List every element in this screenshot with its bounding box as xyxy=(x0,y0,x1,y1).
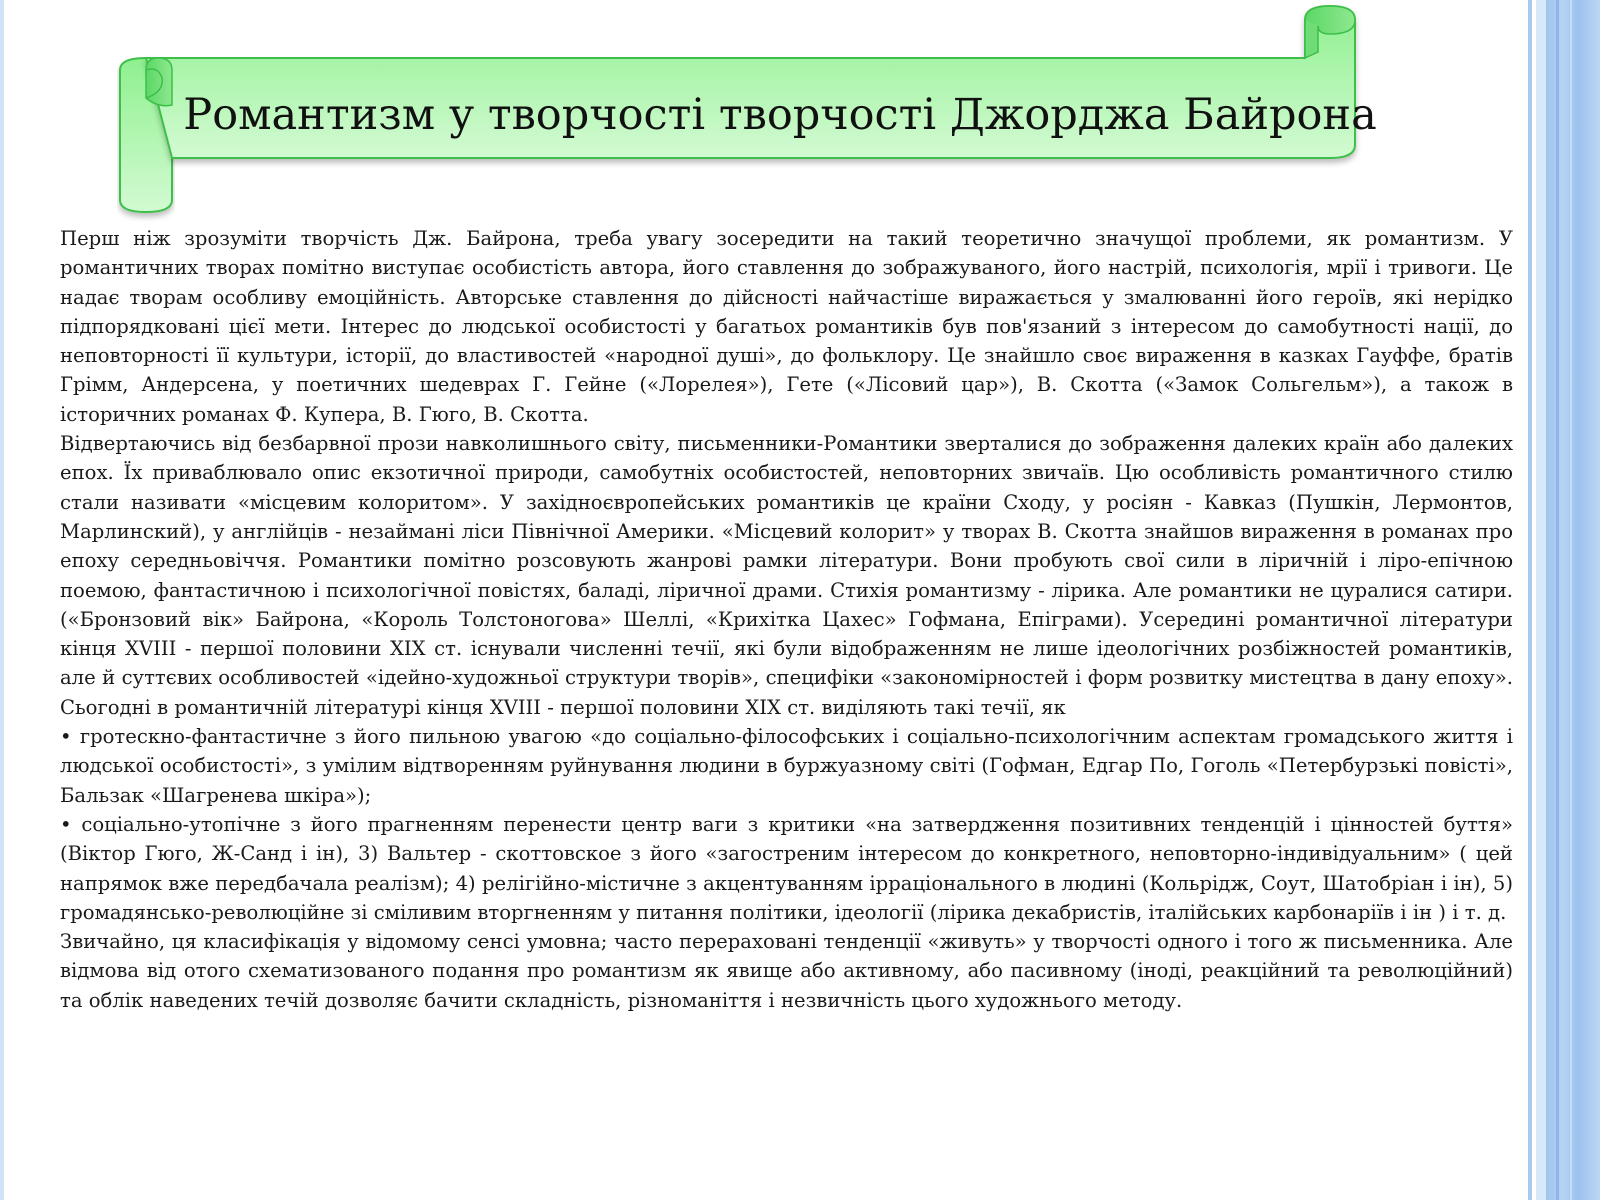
side-stripe xyxy=(1528,0,1532,1200)
page-title: Романтизм у творчості творчості Джорджа Байрона xyxy=(183,90,1377,140)
side-stripe xyxy=(1556,0,1559,1200)
body-text xyxy=(60,224,1513,1015)
list-item: • соціально-утопічне з його прагненням перенести центр ваги з критики «на затвердження позитивних тенденцій і цінностей буття» (Віктор Гюго, Ж-Санд і ін), 3) Вальтер - скоттовское з його «загостреним інтересом до конкретного, неповторно-індивідуальним» ( цей напрямок вже передбачала реалізм); 4) релігійно-містичне з акцентуванням ірраціонального в людині (Кольрідж, Соут, Шатобріан і ін), 5) громадянсько-революційне зі сміливим вторгненням у питання політики, ідеології (лірика декабристів, італійських карбонаріїв і ін ) і т. д. xyxy=(60,812,1513,924)
side-stripe xyxy=(1570,0,1572,1200)
paragraph: Перш ніж зрозуміти творчість Дж. Байрона, треба увагу зосередити на такий теоретично значущої проблеми, як романтизм. У романтичних творах помітно виступає особистість автора, його ставлення до зображуваного, його настрій, психологія, мрії і тривоги. Це надає творам особливу емоційність. Авторське ставлення до дійсності найчастіше виражається у змалюванні його героїв, які нерідко підпорядковані цієї мети. Інтерес до людської особистості у багатьох романтиків був пов'язаний з інтересом до самобутності нації, до неповторності її культури, історії, до властивостей «народної душі», до фольклору. Це знайшло своє вираження в казках Гауффе, братів Грімм, Андерсена, у поетичних шедеврах Г. Гейне («Лорелея»), Гете («Лісовий цар»), В. Скотта («Замок Сольгельм»), а також в історичних романах Ф. Купера, В. Гюго, В. Скотта. xyxy=(60,227,1513,426)
side-stripe xyxy=(1536,0,1546,1200)
paragraph: Звичайно, ця класифікація у відомому сенсі умовна; часто перераховані тенденції «живуть» у творчості одного і того ж письменника. Але відмова від отого схематизованого подання про романтизм як явище або активному, або пасивному (іноді, реакційний та революційний) та облік наведених течій дозволяє бачити складність, різноманіття і незвичність цього художнього методу. xyxy=(60,930,1513,1012)
side-stripe xyxy=(1546,0,1600,1200)
paragraph: Відвертаючись від безбарвної прози навколишнього світу, письменники-Романтики зверталися до зображення далеких країн або далеких епох. Їх приваблювало опис екзотичної природи, самобутніх особистостей, неповторних звичаїв. Цю особливість романтичного стилю стали називати «місцевим колоритом». У західноєвропейських романтиків це країни Сходу, у росіян - Кавказ (Пушкін, Лермонтов, Марлинский), у англійців - незаймані ліси Північної Америки. «Місцевий колорит» у творах В. Скотта знайшов вираження в романах про епоху середньовіччя. Романтики помітно розсовують жанрові рамки літератури. Вони пробують свої сили в ліричній і ліро-епічною поемою, фантастичною і психологічної повістях, баладі, ліричної драми. Стихія романтизму - лірика. Але романтики не цуралися сатири. («Бронзовий вік» Байрона, «Король Толстоногова» Шеллі, «Крихітка Цахес» Гофмана, Епіграми). Усередині романтичної літератури кінця XVIII - першої половини XIX ст. існували численні течії, які були відображенням не лише ідеологічних розбіжностей романтиків, але й суттєвих особливостей «ідейно-художньої структури творів», специфіки «закономірностей і форм розвитку мистецтва в дану епоху». Сьогодні в романтичній літературі кінця XVIII - першої половини XIX ст. виділяють такі течії, як xyxy=(60,432,1513,719)
list-item: • гротескно-фантастичне з його пильною увагою «до соціально-філософських і соціально-психологічним аспектам громадського життя і людської особистості», з умілим відтворенням руйнування людини в буржуазному світі (Гофман, Едгар По, Гоголь «Петербурзькі повісті», Бальзак «Шагренева шкіра»); xyxy=(60,725,1513,807)
left-border xyxy=(0,0,4,1200)
